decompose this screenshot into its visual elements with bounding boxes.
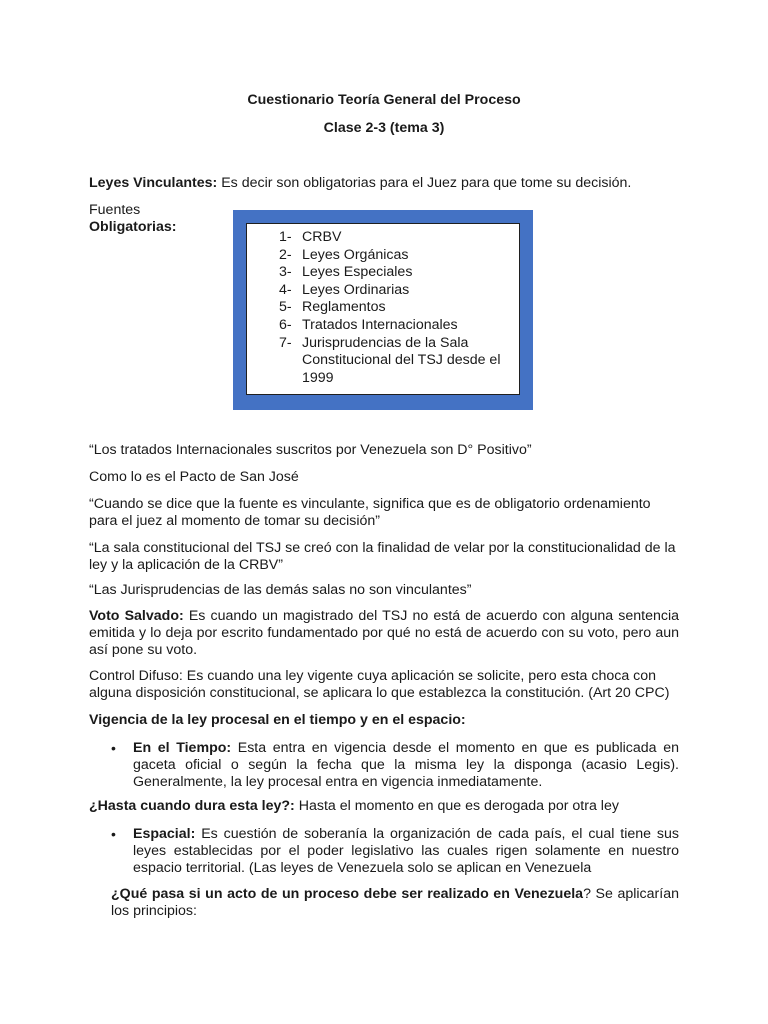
control-difuso-paragraph: Control Difuso: Es cuando una ley vigente cuya aplicación se solicite, pero esta choca con alguna disposición constitucional, se aplicara lo que establezca la constitución. (Art 20 CPC) bbox=[89, 668, 670, 701]
que-pasa-text: ? Se aplicarían los principios: bbox=[111, 886, 679, 919]
list-item-text: Leyes Ordinarias bbox=[302, 281, 410, 298]
leyes-vinculantes-paragraph bbox=[89, 175, 679, 192]
voto-salvado-text: Es cuando un magistrado del TSJ no está de acuerdo con alguna sentencia emitida y lo deja por escrito fundamentado por qué no está de acuerdo con su voto, pero aun así pone su voto. bbox=[89, 608, 679, 658]
list-item bbox=[279, 247, 509, 265]
espacial-text: Es cuestión de soberanía la organización de cada país, el cual tiene sus leyes establecidas por el poder legislativo las cuales rigen solamente en nuestro espacio territorial. (Las leyes de Venezuela solo se aplican en Venezuela bbox=[133, 826, 679, 876]
list-item bbox=[279, 282, 509, 300]
fuentes-label bbox=[89, 202, 229, 236]
espacial-item bbox=[133, 826, 679, 877]
list-item-number: 4- bbox=[279, 281, 292, 298]
hasta-cuando-term: ¿Hasta cuando dura esta ley?: bbox=[89, 798, 295, 814]
hasta-cuando-paragraph bbox=[89, 798, 679, 815]
leyes-vinculantes-text: Es decir son obligatorias para el Juez para que tome su decisión. bbox=[217, 175, 632, 191]
list-item-text: Jurisprudencias de la Sala Constitucional del TSJ desde el 1999 bbox=[302, 334, 501, 386]
espacial-term: Espacial: bbox=[133, 826, 196, 842]
list-item-text: Reglamentos bbox=[302, 299, 386, 316]
fuentes-prefix: Fuentes bbox=[89, 202, 141, 218]
quote-sala-constitucional: “La sala constitucional del TSJ se creó con la finalidad de velar por la constitucionalidad de la ley y la aplicación de la CRBV” bbox=[89, 540, 676, 573]
sources-text-box bbox=[233, 210, 533, 410]
voto-salvado-paragraph bbox=[89, 608, 679, 659]
list-item-text: Leyes Especiales bbox=[302, 264, 413, 281]
list-item-number: 3- bbox=[279, 264, 292, 281]
list-item-number: 7- bbox=[279, 334, 292, 351]
list-item-text: Leyes Orgánicas bbox=[302, 246, 409, 263]
leyes-vinculantes-term: Leyes Vinculantes: bbox=[89, 175, 218, 191]
document-title: Cuestionario Teoría General del Proceso bbox=[247, 92, 521, 108]
en-el-tiempo-item bbox=[133, 740, 679, 791]
sources-list bbox=[279, 229, 509, 387]
que-pasa-paragraph bbox=[111, 886, 679, 920]
list-item-text: CRBV bbox=[302, 229, 342, 245]
quote-tratados: “Los tratados Internacionales suscritos por Venezuela son D° Positivo” bbox=[89, 442, 532, 458]
list-item bbox=[279, 317, 509, 335]
quote-pacto: Como lo es el Pacto de San José bbox=[89, 469, 299, 485]
fuentes-term: Obligatorias: bbox=[89, 219, 177, 235]
que-pasa-term: ¿Qué pasa si un acto de un proceso debe ser realizado en Venezuela bbox=[111, 886, 584, 902]
list-item bbox=[279, 264, 509, 282]
list-item-number: 1- bbox=[279, 229, 292, 245]
list-item bbox=[279, 335, 509, 388]
list-item-number: 6- bbox=[279, 316, 292, 333]
sources-box-inner bbox=[246, 223, 520, 395]
list-item bbox=[279, 299, 509, 317]
en-el-tiempo-text: Esta entra en vigencia desde el momento en que es publicada en gaceta oficial o según la fecha que la misma ley la disponga (acasio Legis). Generalmente, la ley procesal entra en vigencia inmediatamente. bbox=[133, 740, 679, 790]
list-item-number: 2- bbox=[279, 246, 292, 263]
voto-salvado-term: Voto Salvado: bbox=[89, 608, 184, 624]
document-subtitle: Clase 2-3 (tema 3) bbox=[323, 120, 445, 136]
list-item bbox=[279, 229, 509, 247]
list-item-number: 5- bbox=[279, 299, 292, 316]
list-item-text: Tratados Internacionales bbox=[302, 316, 458, 333]
quote-fuente-vinculante: “Cuando se dice que la fuente es vinculante, significa que es de obligatorio ordenamiento para el juez al momento de tomar su decisión” bbox=[89, 496, 651, 529]
quote-jurisprudencias: “Las Jurisprudencias de las demás salas no son vinculantes” bbox=[89, 582, 472, 598]
en-el-tiempo-term: En el Tiempo: bbox=[133, 740, 232, 756]
bullet-icon: • bbox=[111, 740, 116, 756]
hasta-cuando-text: Hasta el momento en que es derogada por otra ley bbox=[294, 798, 619, 814]
vigencia-heading: Vigencia de la ley procesal en el tiempo y en el espacio: bbox=[89, 712, 466, 728]
bullet-icon: • bbox=[111, 826, 116, 842]
